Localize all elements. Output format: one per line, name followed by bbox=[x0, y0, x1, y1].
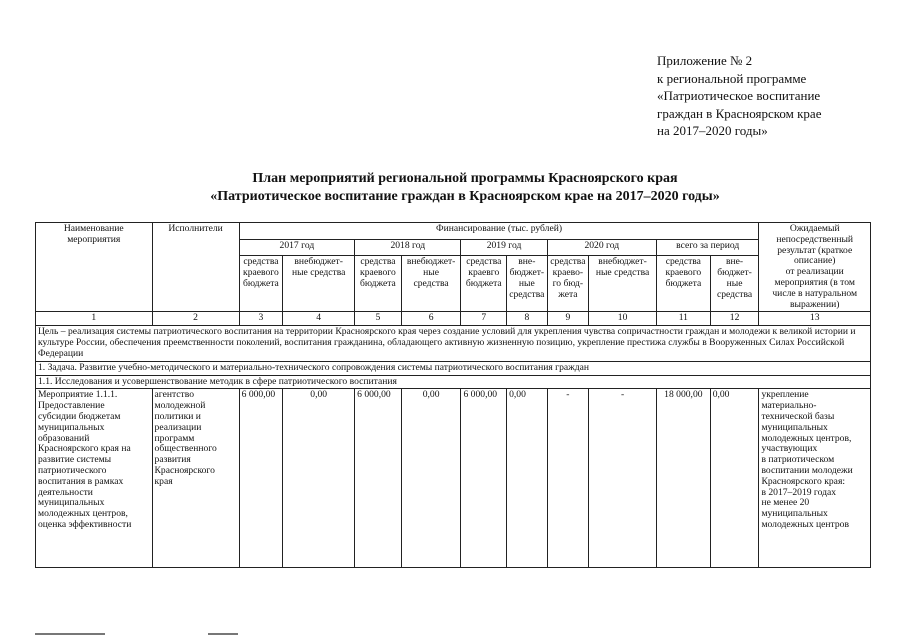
task-text: 1. Задача. Развитие учебно-методического и материально-технического сопровождения системы патриотического воспитания граждан bbox=[36, 361, 871, 375]
task-row bbox=[36, 361, 871, 375]
value-2020-extrabudget: - bbox=[589, 389, 657, 568]
document-title bbox=[60, 170, 870, 206]
subtask-row bbox=[36, 375, 871, 389]
value-total-extrabudget: 0,00 bbox=[710, 389, 759, 568]
subcol-header: средства краевого бюджета bbox=[355, 256, 402, 312]
table-row bbox=[36, 389, 871, 568]
page-edge-mark bbox=[208, 633, 238, 635]
column-number: 10 bbox=[589, 312, 657, 326]
value-2018-budget: 6 000,00 bbox=[355, 389, 402, 568]
header-year-2017: 2017 год bbox=[239, 239, 354, 256]
column-number: 7 bbox=[461, 312, 507, 326]
column-number: 2 bbox=[152, 312, 239, 326]
value-2018-extrabudget: 0,00 bbox=[401, 389, 461, 568]
subcol-header: внебюджет- ные средства bbox=[283, 256, 355, 312]
column-number: 11 bbox=[657, 312, 711, 326]
value-2017-extrabudget: 0,00 bbox=[283, 389, 355, 568]
column-number: 6 bbox=[401, 312, 461, 326]
subcol-header: средства краевого бюджета bbox=[657, 256, 711, 312]
header-year-2018: 2018 год bbox=[355, 239, 461, 256]
goal-text: Цель – реализация системы патриотического воспитания на территории Красноярского края через создание условий для укрепления чувства сопричастности граждан и молодежи к великой истории и культуре России, обеспечения преемственности поколений, воспитания гражданина, обладающего активную жизненную позицию, укрепление престижа службы в Вооруженных Силах Российской Федерации bbox=[36, 326, 871, 361]
column-number: 5 bbox=[355, 312, 402, 326]
value-2019-budget: 6 000,00 bbox=[461, 389, 507, 568]
value-2019-extrabudget: 0,00 bbox=[507, 389, 548, 568]
subcol-header: средства краевого бюджета bbox=[239, 256, 283, 312]
subtask-text: 1.1. Исследования и усовершенствование методик в сфере патриотического воспитания bbox=[36, 375, 871, 389]
subcol-header: вне- бюджет- ные средства bbox=[507, 256, 548, 312]
activity-name: Мероприятие 1.1.1. Предоставление субсидии бюджетам муниципальных образований Красноярского края на развитие системы патриотического воспитания в рамках деятельности муниципальных молодежных центров, оценка эффективности bbox=[36, 389, 153, 568]
value-total-budget: 18 000,00 bbox=[657, 389, 711, 568]
activity-result: укрепление материально- технической базы муниципальных молодежных центров, участвующих в патриотическом воспитании молодежи Красноярского края: в 2017–2019 годах не менее 20 муниципальных молодежных центров bbox=[759, 389, 871, 568]
header-row-1 bbox=[36, 223, 871, 240]
goal-row bbox=[36, 326, 871, 361]
title-line-1: План мероприятий региональной программы Красноярского края bbox=[252, 171, 678, 186]
subcol-header: вне- бюджет- ные средства bbox=[710, 256, 759, 312]
value-2020-budget: - bbox=[547, 389, 589, 568]
subcol-header: средства краево- го бюд- жета bbox=[547, 256, 589, 312]
subcol-header: внебюджет- ные средства bbox=[401, 256, 461, 312]
header-year-2020: 2020 год bbox=[547, 239, 656, 256]
subcol-header: средства краевго бюджета bbox=[461, 256, 507, 312]
page-edge-mark bbox=[35, 633, 105, 635]
header-expected-result: Ожидаемый непосредственный результат (краткое описание) от реализации мероприятия (в том числе в натуральном выражении) bbox=[759, 223, 871, 312]
column-number-row bbox=[36, 312, 871, 326]
column-number: 12 bbox=[710, 312, 759, 326]
value-2017-budget: 6 000,00 bbox=[239, 389, 283, 568]
column-number: 3 bbox=[239, 312, 283, 326]
subcol-header: внебюджет- ные средства bbox=[589, 256, 657, 312]
title-line-2: «Патриотическое воспитание граждан в Красноярском крае на 2017–2020 годы» bbox=[210, 189, 720, 204]
column-number: 13 bbox=[759, 312, 871, 326]
activity-executor: агентство молодежной политики и реализации программ общественного развития Красноярского края bbox=[152, 389, 239, 568]
appendix-caption: Приложение № 2 к региональной программе «Патриотическое воспитание граждан в Красноярском крае на 2017–2020 годы» bbox=[657, 53, 822, 138]
column-number: 1 bbox=[36, 312, 153, 326]
column-number: 9 bbox=[547, 312, 589, 326]
header-financing: Финансирование (тыс. рублей) bbox=[239, 223, 759, 240]
column-number: 4 bbox=[283, 312, 355, 326]
header-executors: Исполнители bbox=[152, 223, 239, 312]
header-year-2019: 2019 год bbox=[461, 239, 547, 256]
activities-plan-table bbox=[35, 222, 871, 568]
column-number: 8 bbox=[507, 312, 548, 326]
header-name: Наименование мероприятия bbox=[36, 223, 153, 312]
header-total-period: всего за период bbox=[657, 239, 759, 256]
